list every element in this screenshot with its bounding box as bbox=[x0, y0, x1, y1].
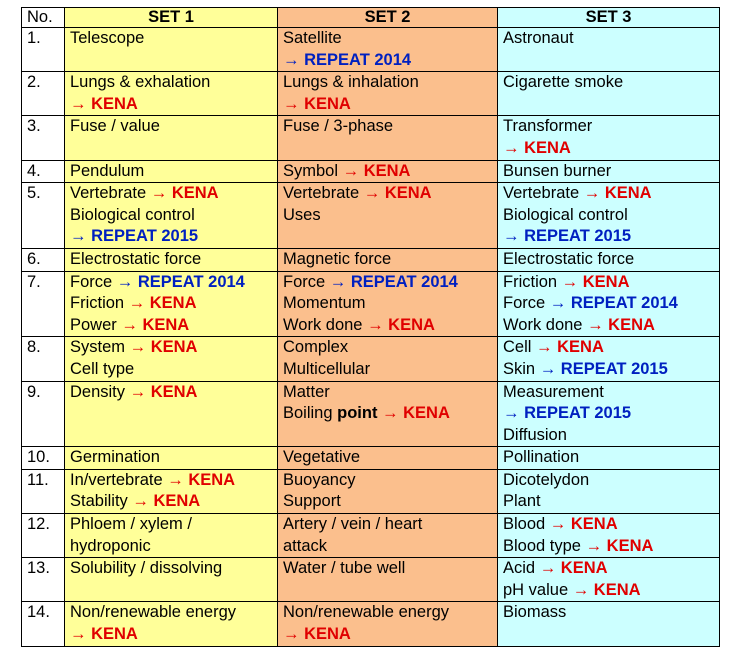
set-3-cell bbox=[498, 271, 720, 337]
kena-tag: KENA bbox=[142, 315, 190, 334]
topic-text: Magnetic force bbox=[283, 249, 392, 268]
topic-text: Telescope bbox=[70, 29, 145, 47]
arrow-icon: → bbox=[162, 470, 189, 489]
kena-tag: KENA bbox=[150, 382, 198, 401]
cell-line bbox=[70, 249, 277, 271]
kena-tag: KENA bbox=[557, 338, 604, 357]
cell-line bbox=[503, 359, 719, 381]
repeat-tag: REPEAT 2014 bbox=[304, 50, 412, 69]
cell-line bbox=[70, 558, 277, 580]
kena-tag: KENA bbox=[606, 536, 654, 555]
table-row bbox=[22, 28, 720, 72]
repeat-tag: REPEAT 2014 bbox=[570, 294, 678, 313]
cell-line bbox=[283, 183, 497, 205]
topic-text: Vertebrate bbox=[70, 184, 147, 203]
row-number-cell: 7. bbox=[22, 271, 65, 337]
set-2-cell bbox=[278, 337, 498, 381]
topic-text: Stability bbox=[70, 492, 128, 511]
kena-tag: KENA bbox=[171, 184, 219, 203]
cell-line bbox=[70, 315, 277, 337]
cell-line bbox=[503, 382, 719, 404]
topic-text: Biomass bbox=[503, 603, 567, 622]
arrow-icon: → bbox=[531, 338, 558, 357]
set-1-cell bbox=[65, 514, 278, 558]
topic-text: Electrostatic force bbox=[503, 249, 635, 268]
set-1-cell bbox=[65, 271, 278, 337]
cell-line bbox=[503, 226, 719, 248]
set-2-cell bbox=[278, 28, 498, 72]
set-1-cell bbox=[65, 183, 278, 249]
row-number-cell: 1. bbox=[22, 28, 65, 72]
header-set-1: SET 1 bbox=[65, 8, 278, 28]
topic-text: Multicellular bbox=[283, 359, 371, 378]
row-number-cell: 2. bbox=[22, 72, 65, 116]
topic-text: Cell type bbox=[70, 359, 135, 378]
arrow-icon: → bbox=[503, 138, 525, 157]
set-3-cell bbox=[498, 469, 720, 513]
topic-text: Blood type bbox=[503, 536, 581, 555]
cell-line bbox=[70, 28, 277, 50]
topic-text: Complex bbox=[283, 338, 349, 357]
topic-text: Vertebrate bbox=[283, 184, 360, 203]
cell-line bbox=[283, 94, 497, 116]
topic-text: Electrostatic force bbox=[70, 249, 202, 268]
arrow-icon: → bbox=[583, 184, 605, 203]
cell-line bbox=[70, 514, 277, 536]
row-number-cell: 8. bbox=[22, 337, 65, 381]
cell-line bbox=[283, 205, 497, 227]
table-row bbox=[22, 72, 720, 116]
cell-line bbox=[503, 293, 719, 315]
set-3-cell bbox=[498, 447, 720, 470]
topic-text: Power bbox=[70, 315, 117, 334]
arrow-icon: → bbox=[568, 580, 594, 599]
set-1-cell bbox=[65, 160, 278, 183]
topic-text: Matter bbox=[283, 382, 330, 401]
set-2-cell bbox=[278, 469, 498, 513]
cell-line bbox=[283, 161, 497, 183]
topic-text: Fuse / value bbox=[70, 117, 160, 136]
cell-line bbox=[503, 138, 719, 160]
cell-line bbox=[503, 514, 719, 536]
arrow-icon: → bbox=[377, 404, 404, 423]
kena-tag: KENA bbox=[363, 161, 411, 180]
cell-line bbox=[283, 315, 497, 337]
cell-line bbox=[503, 491, 719, 513]
kena-tag: KENA bbox=[153, 492, 201, 511]
cell-line bbox=[70, 161, 277, 183]
topic-text: Satellite bbox=[283, 29, 342, 47]
topic-text: pH value bbox=[503, 580, 569, 599]
set-1-cell bbox=[65, 28, 278, 72]
cell-line bbox=[283, 293, 497, 315]
kena-tag: KENA bbox=[91, 94, 138, 113]
topic-text: Symbol bbox=[283, 161, 339, 180]
set-2-cell bbox=[278, 558, 498, 602]
topic-text: Lungs & inhalation bbox=[283, 73, 419, 92]
set-1-cell bbox=[65, 602, 278, 646]
arrow-icon: → bbox=[535, 359, 561, 378]
repeat-tag: REPEAT 2014 bbox=[137, 272, 245, 291]
row-number-cell: 10. bbox=[22, 447, 65, 470]
cell-line bbox=[503, 470, 719, 492]
arrow-icon: → bbox=[283, 625, 305, 644]
table-row bbox=[22, 514, 720, 558]
cell-line bbox=[503, 558, 719, 580]
topic-text: Transformer bbox=[503, 117, 593, 136]
cell-line bbox=[503, 536, 719, 558]
arrow-icon: → bbox=[124, 294, 150, 313]
cell-line bbox=[283, 447, 497, 469]
set-2-cell bbox=[278, 72, 498, 116]
arrow-icon: → bbox=[582, 315, 609, 334]
arrow-icon: → bbox=[557, 272, 583, 291]
set-3-cell bbox=[498, 28, 720, 72]
cell-line bbox=[70, 470, 277, 492]
topic-text-bold: point bbox=[337, 404, 378, 423]
topic-text: Cigarette smoke bbox=[503, 73, 624, 92]
set-2-cell bbox=[278, 183, 498, 249]
set-1-cell bbox=[65, 447, 278, 470]
cell-line bbox=[283, 470, 497, 492]
set-3-cell bbox=[498, 72, 720, 116]
arrow-icon: → bbox=[283, 94, 305, 113]
topic-text: Force bbox=[283, 272, 326, 291]
row-number-cell: 14. bbox=[22, 602, 65, 646]
header-no: No. bbox=[22, 8, 65, 28]
topic-text: Diffusion bbox=[503, 425, 567, 444]
cell-line bbox=[503, 183, 719, 205]
topic-text: Pendulum bbox=[70, 161, 145, 180]
topic-text: Friction bbox=[503, 272, 558, 291]
topic-text: Skin bbox=[503, 359, 536, 378]
kena-tag: KENA bbox=[608, 315, 655, 334]
cell-line bbox=[283, 602, 497, 624]
cell-line bbox=[503, 315, 719, 337]
set-2-cell bbox=[278, 116, 498, 160]
topic-text: Boiling bbox=[283, 404, 338, 423]
kena-tag: KENA bbox=[91, 625, 138, 644]
cell-line bbox=[70, 293, 277, 315]
cell-line bbox=[503, 72, 719, 94]
set-2-cell bbox=[278, 514, 498, 558]
row-number-cell: 6. bbox=[22, 248, 65, 271]
header-set-3: SET 3 bbox=[498, 8, 720, 28]
cell-line bbox=[503, 205, 719, 227]
set-3-cell bbox=[498, 116, 720, 160]
arrow-icon: → bbox=[146, 184, 172, 203]
topic-text: Work done bbox=[503, 315, 583, 334]
set-1-cell bbox=[65, 116, 278, 160]
topic-text: Bunsen burner bbox=[503, 161, 612, 180]
table-row bbox=[22, 447, 720, 470]
cell-line bbox=[283, 359, 497, 381]
topic-text: System bbox=[70, 338, 126, 357]
topic-text: Support bbox=[283, 492, 341, 511]
topic-text: Biological control bbox=[70, 205, 195, 224]
kena-tag: KENA bbox=[304, 625, 351, 644]
arrow-icon: → bbox=[70, 227, 92, 246]
arrow-icon: → bbox=[70, 625, 92, 644]
cell-line bbox=[70, 447, 277, 469]
cell-line bbox=[503, 425, 719, 447]
topic-text: Work done bbox=[283, 315, 363, 334]
set-2-cell bbox=[278, 447, 498, 470]
arrow-icon: → bbox=[580, 536, 607, 555]
arrow-icon: → bbox=[503, 404, 525, 423]
topic-text: Momentum bbox=[283, 294, 366, 313]
topic-text: Artery / vein / heart bbox=[283, 515, 423, 534]
kena-tag: KENA bbox=[149, 294, 197, 313]
cell-line bbox=[503, 580, 719, 602]
cell-line bbox=[283, 72, 497, 94]
topic-text: Germination bbox=[70, 448, 160, 467]
topic-text: Phloem / xylem / bbox=[70, 515, 192, 534]
cell-line bbox=[503, 602, 719, 624]
cell-line bbox=[283, 337, 497, 359]
topic-text: Force bbox=[503, 294, 546, 313]
cell-line bbox=[70, 602, 277, 624]
table-row bbox=[22, 248, 720, 271]
cell-line bbox=[503, 403, 719, 425]
arrow-icon: → bbox=[359, 184, 385, 203]
topic-text: Plant bbox=[503, 492, 541, 511]
arrow-icon: → bbox=[535, 559, 561, 578]
cell-line bbox=[503, 249, 719, 271]
cell-line bbox=[70, 272, 277, 294]
cell-line bbox=[283, 558, 497, 580]
cell-line bbox=[283, 116, 497, 138]
cell-line bbox=[70, 624, 277, 646]
row-number-cell: 11. bbox=[22, 469, 65, 513]
cell-line bbox=[70, 382, 277, 404]
topic-comparison-table bbox=[21, 7, 720, 647]
topic-text: hydroponic bbox=[70, 536, 151, 555]
table-row bbox=[22, 337, 720, 381]
set-1-cell bbox=[65, 337, 278, 381]
kena-tag: KENA bbox=[524, 138, 571, 157]
arrow-icon: → bbox=[325, 272, 351, 291]
set-3-cell bbox=[498, 337, 720, 381]
topic-text: Astronaut bbox=[503, 29, 574, 47]
cell-line bbox=[503, 337, 719, 359]
kena-tag: KENA bbox=[593, 580, 641, 599]
topic-text: Non/renewable energy bbox=[70, 603, 237, 622]
header-row bbox=[22, 8, 720, 28]
topic-text: Buoyancy bbox=[283, 470, 356, 489]
topic-text: Cell bbox=[503, 338, 532, 357]
set-3-cell bbox=[498, 183, 720, 249]
set-1-cell bbox=[65, 469, 278, 513]
set-3-cell bbox=[498, 248, 720, 271]
topic-text: Uses bbox=[283, 205, 321, 224]
cell-line bbox=[70, 491, 277, 513]
row-number-cell: 4. bbox=[22, 160, 65, 183]
table-row bbox=[22, 116, 720, 160]
set-2-cell bbox=[278, 602, 498, 646]
row-number-cell: 3. bbox=[22, 116, 65, 160]
cell-line bbox=[283, 50, 497, 72]
arrow-icon: → bbox=[503, 227, 525, 246]
set-3-cell bbox=[498, 381, 720, 447]
table-body bbox=[22, 28, 720, 647]
topic-table-container bbox=[21, 7, 719, 644]
arrow-icon: → bbox=[112, 272, 138, 291]
topic-text: Water / tube well bbox=[283, 559, 406, 578]
set-1-cell bbox=[65, 72, 278, 116]
cell-line bbox=[70, 72, 277, 94]
repeat-tag: REPEAT 2014 bbox=[350, 272, 458, 291]
cell-line bbox=[283, 536, 497, 558]
row-number-cell: 5. bbox=[22, 183, 65, 249]
arrow-icon: → bbox=[125, 338, 151, 357]
arrow-icon: → bbox=[70, 94, 92, 113]
cell-line bbox=[70, 183, 277, 205]
set-3-cell bbox=[498, 160, 720, 183]
cell-line bbox=[283, 514, 497, 536]
cell-line bbox=[503, 161, 719, 183]
topic-text: Vertebrate bbox=[503, 184, 584, 203]
cell-line bbox=[70, 116, 277, 138]
set-1-cell bbox=[65, 558, 278, 602]
table-row bbox=[22, 469, 720, 513]
arrow-icon: → bbox=[127, 492, 154, 511]
kena-tag: KENA bbox=[570, 515, 618, 534]
topic-text: Lungs & exhalation bbox=[70, 73, 211, 92]
topic-text: Pollination bbox=[503, 448, 580, 467]
kena-tag: KENA bbox=[560, 559, 608, 578]
topic-text: Solubility / dissolving bbox=[70, 559, 223, 578]
kena-tag: KENA bbox=[582, 272, 630, 291]
cell-line bbox=[70, 359, 277, 381]
table-row bbox=[22, 381, 720, 447]
kena-tag: KENA bbox=[304, 94, 351, 113]
table-row bbox=[22, 558, 720, 602]
set-2-cell bbox=[278, 271, 498, 337]
arrow-icon: → bbox=[362, 315, 389, 334]
topic-text: Vegetative bbox=[283, 448, 361, 467]
cell-line bbox=[283, 624, 497, 646]
topic-text: Dicotelydon bbox=[503, 470, 590, 489]
cell-line bbox=[503, 116, 719, 138]
kena-tag: KENA bbox=[150, 338, 198, 357]
cell-line bbox=[283, 382, 497, 404]
topic-text: Biological control bbox=[503, 205, 628, 224]
arrow-icon: → bbox=[338, 161, 364, 180]
topic-text: In/vertebrate bbox=[70, 470, 163, 489]
arrow-icon: → bbox=[545, 515, 571, 534]
cell-line bbox=[283, 272, 497, 294]
cell-line bbox=[70, 337, 277, 359]
kena-tag: KENA bbox=[188, 470, 236, 489]
cell-line bbox=[283, 28, 497, 50]
repeat-tag: REPEAT 2015 bbox=[91, 227, 199, 246]
table-row bbox=[22, 160, 720, 183]
topic-text: Blood bbox=[503, 515, 546, 534]
row-number-cell: 9. bbox=[22, 381, 65, 447]
cell-line bbox=[283, 491, 497, 513]
cell-line bbox=[70, 94, 277, 116]
kena-tag: KENA bbox=[604, 184, 652, 203]
topic-text: Density bbox=[70, 382, 126, 401]
header-set-2: SET 2 bbox=[278, 8, 498, 28]
arrow-icon: → bbox=[125, 382, 151, 401]
set-2-cell bbox=[278, 381, 498, 447]
set-1-cell bbox=[65, 381, 278, 447]
arrow-icon: → bbox=[283, 50, 305, 69]
arrow-icon: → bbox=[545, 294, 571, 313]
repeat-tag: REPEAT 2015 bbox=[524, 227, 632, 246]
cell-line bbox=[70, 205, 277, 227]
row-number-cell: 12. bbox=[22, 514, 65, 558]
table-row bbox=[22, 271, 720, 337]
repeat-tag: REPEAT 2015 bbox=[560, 359, 668, 378]
table-row bbox=[22, 602, 720, 646]
repeat-tag: REPEAT 2015 bbox=[524, 404, 632, 423]
set-2-cell bbox=[278, 248, 498, 271]
topic-text: Non/renewable energy bbox=[283, 603, 450, 622]
kena-tag: KENA bbox=[388, 315, 435, 334]
cell-line bbox=[503, 28, 719, 50]
set-3-cell bbox=[498, 514, 720, 558]
cell-line bbox=[70, 536, 277, 558]
set-3-cell bbox=[498, 558, 720, 602]
set-3-cell bbox=[498, 602, 720, 646]
topic-text: attack bbox=[283, 536, 328, 555]
topic-text: Force bbox=[70, 272, 113, 291]
cell-line bbox=[283, 403, 497, 425]
topic-text: Fuse / 3-phase bbox=[283, 117, 394, 136]
row-number-cell: 13. bbox=[22, 558, 65, 602]
topic-text: Measurement bbox=[503, 382, 604, 401]
cell-line bbox=[70, 226, 277, 248]
cell-line bbox=[503, 447, 719, 469]
topic-text: Acid bbox=[503, 559, 536, 578]
kena-tag: KENA bbox=[403, 404, 450, 423]
arrow-icon: → bbox=[116, 315, 143, 334]
table-row bbox=[22, 183, 720, 249]
cell-line bbox=[283, 249, 497, 271]
topic-text: Friction bbox=[70, 294, 125, 313]
set-2-cell bbox=[278, 160, 498, 183]
set-1-cell bbox=[65, 248, 278, 271]
kena-tag: KENA bbox=[384, 184, 432, 203]
cell-line bbox=[503, 272, 719, 294]
